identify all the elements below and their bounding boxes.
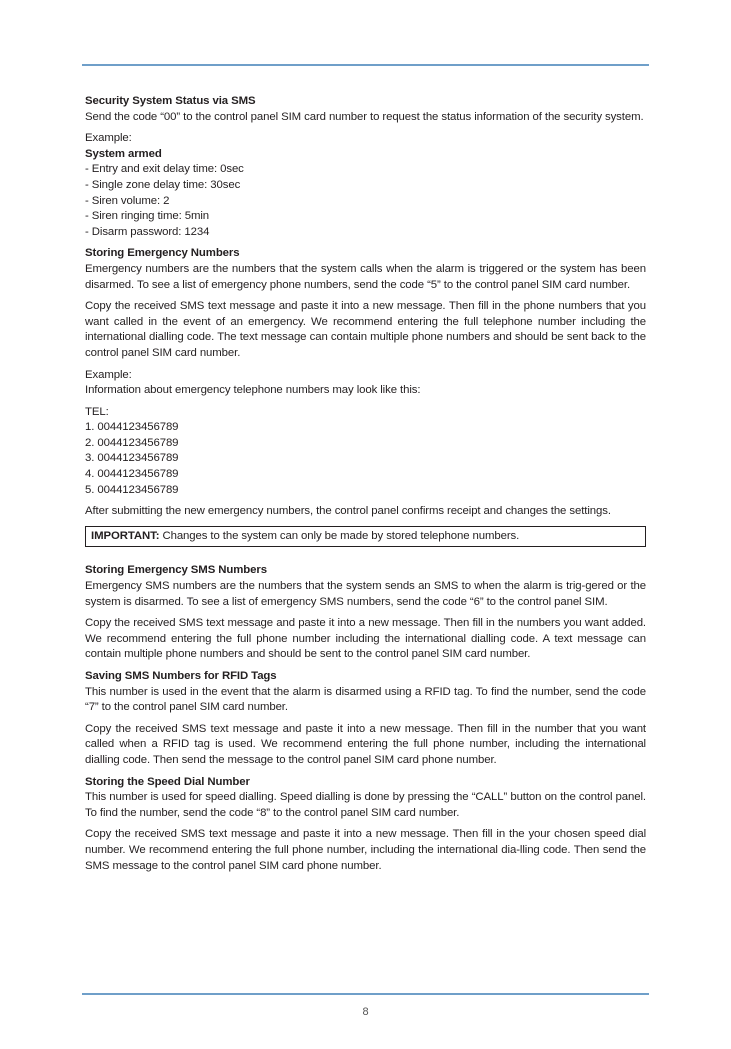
important-label: IMPORTANT: <box>91 529 160 542</box>
section-title: Security System Status via SMS <box>85 95 256 107</box>
example-label: Example: <box>85 368 132 381</box>
list-item: - Single zone delay time: 30sec <box>85 178 241 191</box>
page-body <box>85 94 646 880</box>
paragraph: Emergency numbers are the numbers that the system calls when the alarm is triggered or the system has been disarmed. To see a list of emergency phone numbers, send the code “5” to the control panel SIM card number. <box>85 262 646 291</box>
paragraph: Copy the received SMS text message and paste it into a new message. Then fill in the numbers you want added. We recommend entering the full phone number including the international dialling code. A text message can contain multiple phone numbers and should be sent to the control panel SIM card number. <box>85 617 646 661</box>
list-item: - Entry and exit delay time: 0sec <box>85 163 244 176</box>
list-item: 2. 0044123456789 <box>85 436 179 449</box>
section-title: Storing Emergency SMS Numbers <box>85 564 267 577</box>
list-item: 3. 0044123456789 <box>85 452 179 465</box>
paragraph: Copy the received SMS text message and paste it into a new message. Then fill in the number that you want called when a RFID tag is used. We recommend entering the full phone number, including the international dialling code. Then send the message to the control panel SIM card phone number. <box>85 722 646 766</box>
paragraph: After submitting the new emergency numbers, the control panel confirms receipt and changes the settings. <box>85 505 611 518</box>
list-item: 1. 0044123456789 <box>85 421 179 434</box>
list-item: - Siren volume: 2 <box>85 194 170 207</box>
footer-rule <box>82 993 649 995</box>
paragraph: Copy the received SMS text message and paste it into a new message. Then fill in the phone numbers that you want called in the event of an emergency. We recommend entering the full telephone number including the international dialling code. The text message can contain multiple phone numbers and should be sent back to the control panel SIM card number. <box>85 300 646 359</box>
paragraph: This number is used for speed dialling. Speed dialling is done by pressing the “CALL” button on the control panel. To find the number, send the code “8” to the control panel SIM card number. <box>85 791 646 819</box>
paragraph: Emergency SMS numbers are the numbers that the system sends an SMS to when the alarm is trig-gered or the system is disarmed. To see a list of emergency SMS numbers, send the code “6” to the control panel SIM. <box>85 580 646 608</box>
paragraph: Copy the received SMS text message and paste it into a new message. Then fill in the your chosen speed dial number. We recommend entering the full phone number, including the international dia-lling code. Then send the SMS message to the control panel SIM card phone number. <box>85 828 646 872</box>
header-rule <box>82 64 649 66</box>
tel-label: TEL: <box>85 405 109 418</box>
list-item: - Siren ringing time: 5min <box>85 210 210 223</box>
example-intro: Information about emergency telephone numbers may look like this: <box>85 384 421 397</box>
list-item: 4. 0044123456789 <box>85 468 179 481</box>
section-emergency-sms <box>85 563 646 663</box>
page-number: 8 <box>362 1006 369 1018</box>
section-rfid <box>85 669 646 769</box>
section-emergency <box>85 246 646 547</box>
example-label: Example: <box>85 132 132 145</box>
section-speed-dial <box>85 775 646 875</box>
section-title: Storing the Speed Dial Number <box>85 775 250 788</box>
section-title: Storing Emergency Numbers <box>85 247 240 260</box>
section-status <box>85 94 646 246</box>
section-title: Saving SMS Numbers for RFID Tags <box>85 670 277 682</box>
important-text: Changes to the system can only be made by stored telephone numbers. <box>159 529 520 542</box>
list-item: 5. 0044123456789 <box>85 483 179 496</box>
paragraph: Send the code “00” to the control panel SIM card number to request the status information of the security system. <box>85 110 644 123</box>
important-note <box>85 526 646 548</box>
paragraph: This number is used in the event that the alarm is disarmed using a RFID tag. To find the number, send the code “7” to the control panel SIM card number. <box>85 685 646 714</box>
list-item: - Disarm password: 1234 <box>85 225 210 238</box>
example-title: System armed <box>85 147 162 160</box>
